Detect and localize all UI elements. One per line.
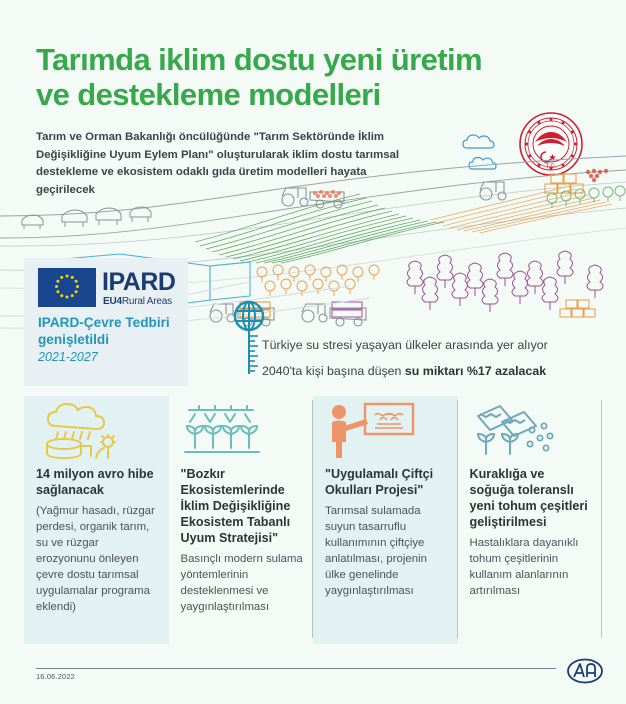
water-stat-text: [262, 332, 612, 384]
ipard-logo-word: IPARD: [102, 268, 176, 296]
footer-divider: [36, 668, 556, 669]
ipard-years: 2021-2027: [38, 350, 98, 364]
emblem-label: T.C.: [545, 164, 557, 170]
measure-heading-4: Kuraklığa ve soğuğa toleranslı yeni tohum çeşitleri geliştirilmesi: [469, 467, 588, 529]
measure-body-4: Hastalıklara dayanıklı tohum çeşitlerinin kullanım alanlarının artırılması: [469, 537, 579, 597]
water-stat-line-2: [262, 358, 612, 384]
page-title-line-1: Tarımda iklim dostu yeni üretim: [36, 42, 482, 77]
rain-water-harvest-icon: [36, 402, 159, 464]
water-stat-line-2-bold: su miktarı %17 azalacak: [404, 364, 547, 378]
sprinkler-irrigation-icon: [181, 402, 304, 464]
measures-columns: [24, 396, 602, 644]
measure-heading-1: 14 milyon avro hibe sağlanacak: [36, 467, 154, 497]
ipard-heading: IPARD-Çevre Tedbiri genişletildi: [38, 315, 170, 347]
measure-column-1: [24, 396, 169, 644]
measure-heading-3: "Uygulamalı Çiftçi Okulları Projesi": [325, 467, 434, 497]
ipard-logo-sub-rest: Rural Areas: [121, 296, 172, 307]
measure-body-1: (Yağmur hasadı, rüzgar perdesi, organik tarım, su ve rüzgar erozyonunu önleyen çevre dostu tarımsal uygulamalar programa eklendi): [36, 505, 155, 613]
water-stat-line-2-plain: 2040'ta kişi başına düşen: [262, 364, 405, 378]
measure-body-2: Basınçlı modern sulama yöntemlerinin desteklenmesi ve yaygınlaştırılması: [180, 553, 303, 613]
anadolu-agency-logo: [566, 658, 604, 684]
water-stat-line-1: Türkiye su stresi yaşayan ülkeler arasında yer alıyor: [262, 338, 548, 352]
measure-heading-2: "Bozkır Ekosistemlerinde İklim Değişikliğine Ekosistem Tabanlı Uyum Stratejisi": [180, 467, 291, 545]
eu-flag-icon: [38, 268, 96, 307]
column-divider-3: [601, 400, 602, 638]
page-title: [36, 42, 596, 112]
page-subtitle: Tarım ve Orman Bakanlığı öncülüğünde "Tarım Sektöründe İklim Değişikliğine Uyum Eylem Planı" oluşturularak iklim dostu tarımsal destekleme ve ekosistem odaklı gıda üretim modelleri hayata geçirilecek: [36, 131, 400, 196]
measure-column-3: [313, 396, 458, 644]
measure-body-3: Tarımsal sulamada suyun tasarruflu kullanımının çiftçiye anlatılması, projenin ülke genelinde yaygınlaştırılması: [325, 505, 427, 597]
ipard-logo-subtitle: [103, 296, 172, 307]
measure-column-4: [458, 396, 603, 644]
ipard-card: [24, 258, 188, 386]
page-title-line-2: ve destekleme modelleri: [36, 77, 381, 112]
footer-date: 16.06.2022: [36, 672, 75, 681]
farmer-school-teaching-icon: [325, 402, 448, 464]
measure-column-2: [169, 396, 314, 644]
ipard-logo-sub-bold: EU4: [103, 296, 122, 307]
seed-packet-sprout-icon: [470, 402, 593, 464]
